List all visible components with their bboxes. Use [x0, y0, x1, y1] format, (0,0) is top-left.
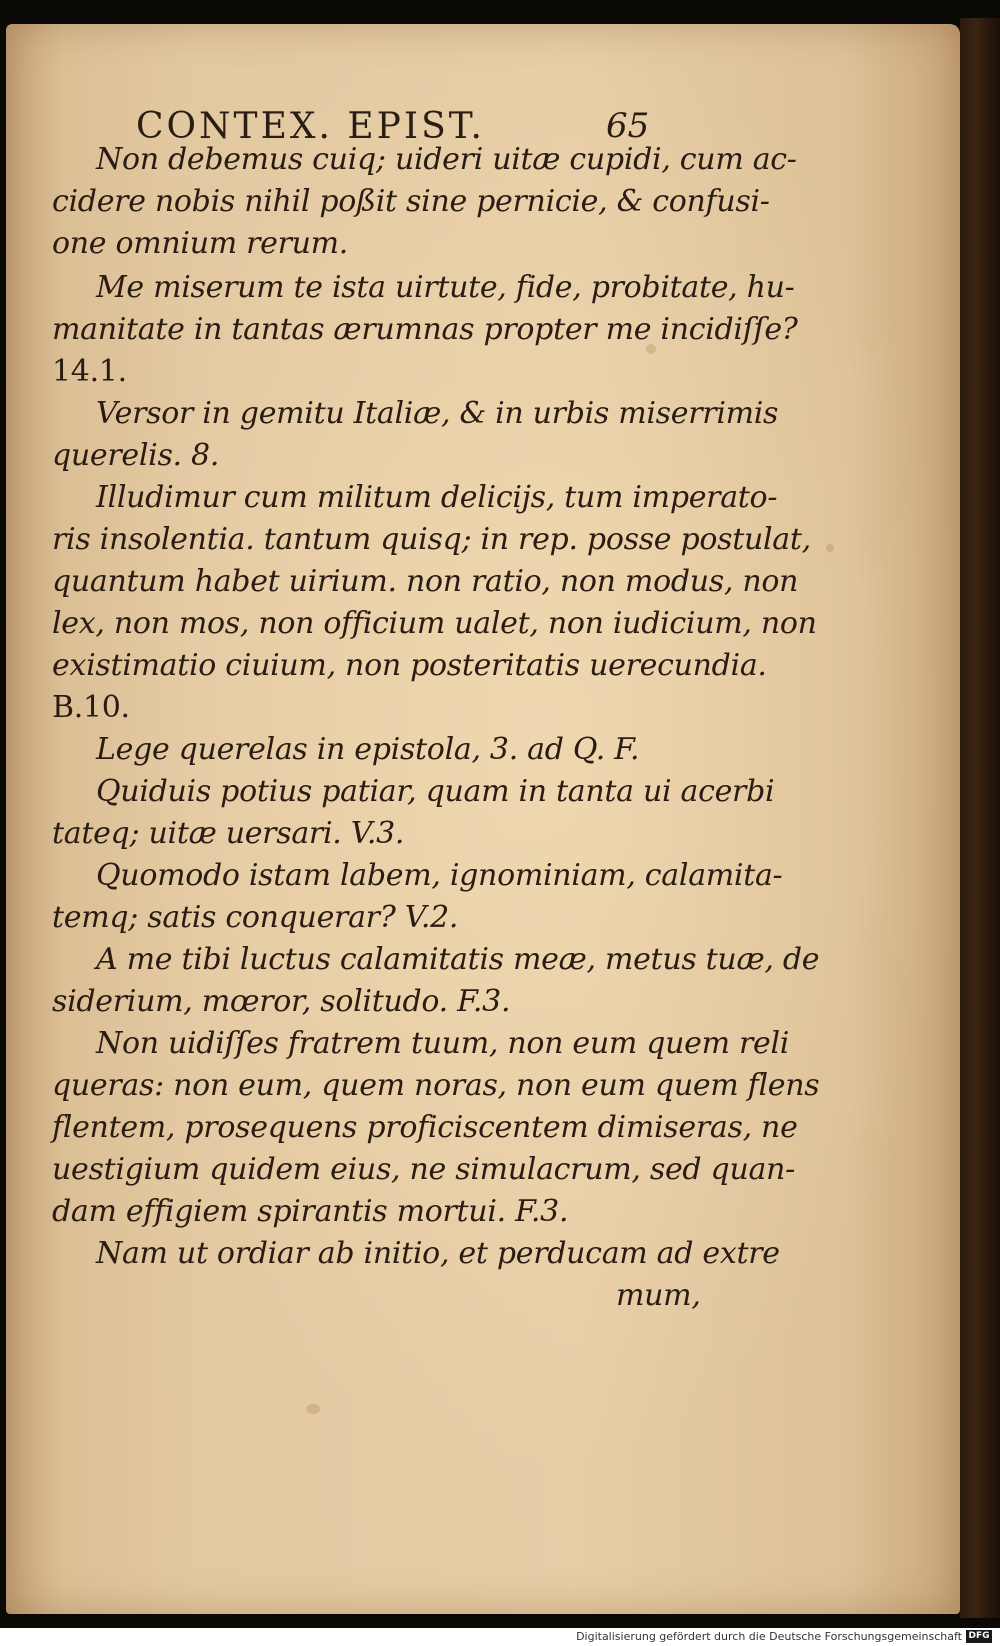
text-line: quantum habet uirium. non ratio, non modus, non: [52, 564, 799, 599]
text-line: siderium, mœror, solitudo. F.3.: [52, 984, 511, 1019]
text-line: uestigium quidem eius, ne simulacrum, sed quan-: [52, 1152, 795, 1187]
dfg-logo: DFG: [966, 1630, 992, 1643]
text-line: Versor in gemitu Italiæ, & in urbis miserrimis: [96, 396, 779, 431]
catchword: mum,: [616, 1278, 701, 1313]
text-line: Illudimur cum militum delicijs, tum imperato-: [96, 480, 778, 515]
text-line: dam effigiem spirantis mortui. F.3.: [52, 1194, 569, 1229]
text-line: existimatio ciuium, non posteritatis uerecundia.: [52, 648, 767, 683]
text-line: Me miserum te ista uirtute, fide, probitate, hu-: [96, 270, 795, 305]
text-line: Non uidiſſes fratrem tuum, non eum quem reli: [96, 1026, 790, 1061]
text-line: 14.1.: [52, 354, 127, 389]
text-line: tateq; uitæ uersari. V.3.: [52, 816, 405, 851]
text-line: A me tibi luctus calamitatis meæ, metus tuæ, de: [96, 942, 820, 977]
text-line: ris insolentia. tantum quisq; in rep. posse postulat,: [52, 522, 811, 557]
text-line: Lege querelas in epistola, 3. ad Q. F.: [96, 732, 640, 767]
text-line: temq; satis conquerar? V.2.: [52, 900, 459, 935]
text-line: querelis. 8.: [52, 438, 220, 473]
text-line: cidere nobis nihil poßit sine pernicie, & confusi-: [52, 184, 770, 219]
text-line: Quiduis potius patiar, quam in tanta ui acerbi: [96, 774, 775, 809]
running-head: CONTEX. EPIST.: [136, 106, 485, 147]
book-binding-edge: [960, 18, 1000, 1618]
digitization-credit: Digitalisierung gefördert durch die Deutsche Forschungsgemeinschaft: [576, 1630, 962, 1643]
text-line: lex, non mos, non officium ualet, non iudicium, non: [52, 606, 817, 641]
text-line: Nam ut ordiar ab initio, et perducam ad extre: [96, 1236, 780, 1271]
page-number: 65: [606, 106, 650, 146]
page-body-text: [6, 24, 960, 1614]
text-line: queras: non eum, quem noras, non eum quem flens: [52, 1068, 820, 1103]
text-line: B.10.: [52, 690, 130, 725]
text-line: flentem, prosequens proficiscentem dimiseras, ne: [52, 1110, 798, 1145]
text-line: Quomodo istam labem, ignominiam, calamita-: [96, 858, 783, 893]
book-page: [6, 24, 960, 1614]
text-line: manitate in tantas ærumnas propter me incidiſſe?: [52, 312, 798, 347]
text-line: Non debemus cuiq; uideri uitæ cupidi, cum ac-: [96, 142, 797, 177]
text-line: one omnium rerum.: [52, 226, 349, 261]
